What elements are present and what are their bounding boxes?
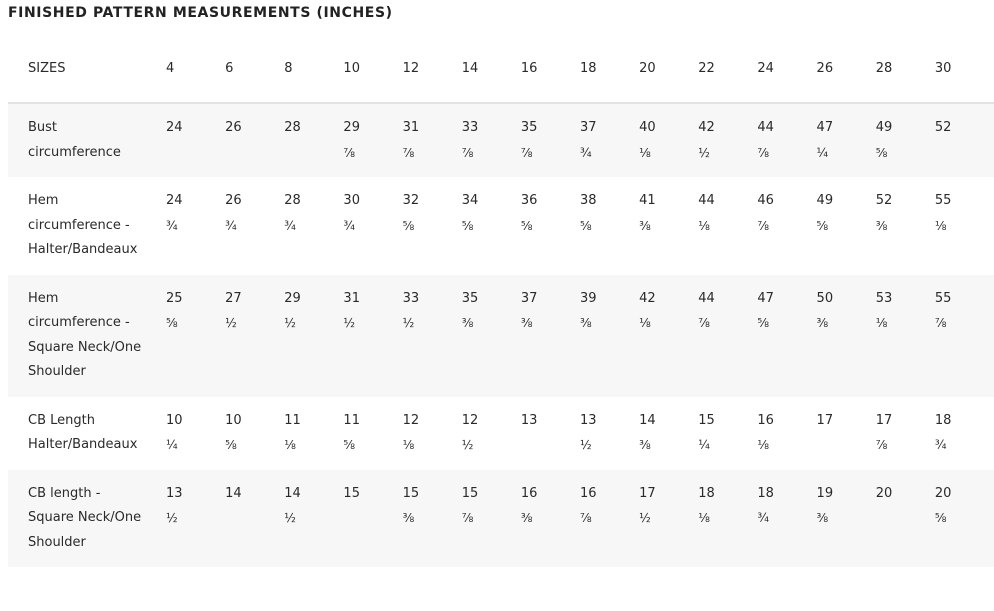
size-header: 14 <box>462 34 521 103</box>
measurement-whole: 25 <box>166 290 183 306</box>
measurement-whole: 37 <box>520 290 538 306</box>
measurement-cell <box>935 470 994 568</box>
measurement-whole: 15 <box>698 412 715 428</box>
measurement-fraction: ⅝ <box>166 316 178 330</box>
measurement-cell <box>757 103 816 177</box>
measurement-fraction: ⅞ <box>875 438 887 452</box>
measurement-fraction: ⅜ <box>639 438 651 452</box>
row-label: CB Length Halter/Bandeaux <box>8 397 166 470</box>
measurement-whole: 16 <box>579 485 597 501</box>
measurement-cell <box>521 103 580 177</box>
measurement-whole: 15 <box>343 485 360 501</box>
measurement-fraction: ⅞ <box>757 218 769 233</box>
measurement-fraction: ¼ <box>698 438 710 452</box>
measurement-whole: 44 <box>698 193 715 208</box>
measurement-whole: 33 <box>402 290 420 306</box>
measurement-fraction: ⅜ <box>402 511 414 525</box>
measurement-cell <box>462 397 521 470</box>
measurement-cell <box>580 177 639 275</box>
size-header: 18 <box>580 34 639 103</box>
measurement-whole: 30 <box>343 193 360 208</box>
measurement-fraction: ¾ <box>934 438 946 452</box>
measurement-cell <box>166 397 225 470</box>
measurement-fraction: ⅜ <box>816 316 828 330</box>
measurement-whole: 12 <box>402 412 420 428</box>
measurement-whole: 12 <box>461 412 479 428</box>
measurement-whole: 14 <box>225 485 242 501</box>
measurement-whole: 24 <box>166 120 183 135</box>
measurement-cell <box>403 470 462 568</box>
measurement-cell <box>225 177 284 275</box>
size-header: 16 <box>521 34 580 103</box>
measurement-whole: 44 <box>757 120 774 135</box>
table-row <box>8 470 994 568</box>
measurement-whole: 52 <box>875 193 893 208</box>
measurement-whole: 13 <box>166 485 183 501</box>
size-header: 6 <box>225 34 284 103</box>
measurement-fraction: ¾ <box>225 218 237 233</box>
measurement-whole: 40 <box>639 120 656 135</box>
measurement-fraction: ⅛ <box>284 438 296 452</box>
measurement-whole: 15 <box>402 485 420 501</box>
measurement-fraction: ⅛ <box>757 438 769 452</box>
measurement-whole: 24 <box>166 193 183 208</box>
measurement-fraction: ½ <box>639 511 651 525</box>
measurement-fraction: ½ <box>343 316 355 330</box>
measurement-cell <box>225 275 284 397</box>
measurement-cell <box>521 177 580 275</box>
measurement-whole: 42 <box>698 120 715 135</box>
measurement-cell <box>225 103 284 177</box>
measurement-whole: 32 <box>402 193 420 208</box>
measurement-whole: 42 <box>639 290 656 306</box>
measurement-whole: 44 <box>698 290 715 306</box>
measurement-whole: 18 <box>934 412 952 428</box>
measurement-cell <box>284 103 343 177</box>
measurement-cell <box>817 275 876 397</box>
measurement-cell <box>462 103 521 177</box>
measurement-fraction: ⅛ <box>698 218 710 233</box>
measurement-fraction: ⅜ <box>520 511 532 525</box>
measurement-whole: 49 <box>875 120 893 135</box>
measurement-cell <box>580 470 639 568</box>
measurement-whole: 11 <box>284 412 301 428</box>
measurement-cell <box>521 470 580 568</box>
measurement-cell <box>343 177 402 275</box>
measurement-whole: 10 <box>166 412 183 428</box>
measurement-whole: 18 <box>698 485 715 501</box>
measurement-cell <box>817 177 876 275</box>
measurement-fraction: ½ <box>698 145 710 160</box>
measurement-cell <box>935 177 994 275</box>
measurement-whole: 55 <box>934 193 952 208</box>
measurement-cell <box>284 177 343 275</box>
measurement-fraction: ⅞ <box>461 145 473 160</box>
measurement-fraction: ⅝ <box>343 438 355 452</box>
measurement-whole: 16 <box>520 485 538 501</box>
measurement-fraction: ⅛ <box>402 438 414 452</box>
measurement-fraction: ⅛ <box>698 511 710 525</box>
measurement-fraction: ½ <box>225 316 237 330</box>
measurement-cell <box>166 103 225 177</box>
measurement-fraction: ⅞ <box>579 511 592 525</box>
measurement-whole: 16 <box>757 412 774 428</box>
measurement-cell <box>284 397 343 470</box>
measurement-cell <box>757 397 816 470</box>
measurement-whole: 41 <box>639 193 656 208</box>
measurement-fraction: ⅝ <box>875 145 887 160</box>
table-row <box>8 397 994 470</box>
size-header: 4 <box>166 34 225 103</box>
measurement-cell <box>935 397 994 470</box>
measurement-cell <box>343 397 402 470</box>
measurement-fraction: ¾ <box>579 145 592 160</box>
measurement-fraction: ½ <box>461 438 473 452</box>
sizes-header: SIZES <box>8 34 166 103</box>
measurement-whole: 29 <box>343 120 360 135</box>
measurement-whole: 13 <box>579 412 597 428</box>
size-header: 26 <box>817 34 876 103</box>
measurement-cell <box>580 275 639 397</box>
measurement-cell <box>166 177 225 275</box>
measurement-whole: 20 <box>875 485 893 501</box>
measurement-cell <box>284 275 343 397</box>
measurement-whole: 47 <box>816 120 834 135</box>
measurement-cell <box>817 397 876 470</box>
measurement-fraction: ⅜ <box>639 218 651 233</box>
size-header: 8 <box>284 34 343 103</box>
measurement-cell <box>639 470 698 568</box>
size-header: 10 <box>343 34 402 103</box>
measurement-fraction: ¾ <box>166 218 178 233</box>
row-label: Bust circumference <box>8 103 166 177</box>
measurement-fraction: ⅞ <box>461 511 473 525</box>
row-label: Hem circumference - Square Neck/One Shoulder <box>8 275 166 397</box>
measurement-fraction: ⅞ <box>934 316 946 330</box>
size-header: 24 <box>757 34 816 103</box>
measurement-cell <box>876 397 935 470</box>
measurement-cell <box>698 103 757 177</box>
measurement-whole: 53 <box>875 290 893 306</box>
measurement-whole: 49 <box>816 193 834 208</box>
measurement-cell <box>698 397 757 470</box>
measurement-whole: 26 <box>225 120 242 135</box>
measurement-fraction: ⅝ <box>934 511 946 525</box>
measurement-cell <box>343 470 402 568</box>
measurement-whole: 19 <box>816 485 834 501</box>
measurement-cell <box>462 177 521 275</box>
measurement-fraction: ⅝ <box>757 316 769 330</box>
measurement-fraction: ⅜ <box>579 316 592 330</box>
measurement-fraction: ⅝ <box>579 218 592 233</box>
measurement-whole: 17 <box>875 412 893 428</box>
measurement-cell <box>343 103 402 177</box>
header-row <box>8 34 994 103</box>
measurement-whole: 33 <box>461 120 479 135</box>
measurement-cell <box>403 177 462 275</box>
measurement-whole: 14 <box>284 485 301 501</box>
measurement-fraction: ½ <box>579 438 592 452</box>
measurement-whole: 17 <box>816 412 834 428</box>
measurement-cell <box>817 470 876 568</box>
measurement-cell <box>225 397 284 470</box>
measurement-fraction: ⅝ <box>520 218 532 233</box>
measurement-cell <box>580 103 639 177</box>
measurement-fraction: ⅛ <box>639 316 651 330</box>
measurement-whole: 26 <box>225 193 242 208</box>
measurement-whole: 14 <box>639 412 656 428</box>
measurement-cell <box>639 275 698 397</box>
measurement-fraction: ¾ <box>284 218 296 233</box>
measurement-whole: 28 <box>284 193 301 208</box>
measurement-fraction: ¼ <box>816 145 828 160</box>
size-header: 12 <box>403 34 462 103</box>
measurement-cell <box>343 275 402 397</box>
measurement-fraction: ⅜ <box>520 316 532 330</box>
measurement-fraction: ½ <box>402 316 414 330</box>
measurement-whole: 37 <box>579 120 597 135</box>
measurement-whole: 47 <box>757 290 774 306</box>
measurement-fraction: ⅛ <box>934 218 946 233</box>
measurement-fraction: ⅞ <box>698 316 710 330</box>
measurement-whole: 18 <box>757 485 774 501</box>
measurement-fraction: ½ <box>284 316 296 330</box>
measurement-whole: 31 <box>343 290 360 306</box>
measurement-fraction: ⅞ <box>343 145 355 160</box>
measurement-fraction: ⅝ <box>402 218 414 233</box>
measurement-fraction: ¾ <box>343 218 355 233</box>
measurement-fraction: ½ <box>166 511 178 525</box>
measurement-whole: 17 <box>639 485 656 501</box>
measurement-cell <box>462 470 521 568</box>
measurement-cell <box>698 470 757 568</box>
measurement-cell <box>403 275 462 397</box>
measurement-whole: 13 <box>520 412 538 428</box>
measurement-cell <box>876 177 935 275</box>
measurement-whole: 38 <box>579 193 597 208</box>
measurement-whole: 15 <box>461 485 479 501</box>
measurement-cell <box>876 470 935 568</box>
measurement-cell <box>166 470 225 568</box>
measurement-cell <box>698 177 757 275</box>
measurement-cell <box>403 397 462 470</box>
measurement-fraction: ⅛ <box>639 145 651 160</box>
measurement-fraction: ⅜ <box>461 316 473 330</box>
measurement-cell <box>757 275 816 397</box>
measurement-fraction: ½ <box>284 511 296 525</box>
measurement-cell <box>521 397 580 470</box>
measurement-whole: 27 <box>225 290 242 306</box>
measurement-fraction: ⅝ <box>816 218 828 233</box>
measurement-fraction: ¾ <box>757 511 769 525</box>
measurement-whole: 36 <box>520 193 538 208</box>
measurement-fraction: ⅞ <box>402 145 414 160</box>
measurement-whole: 50 <box>816 290 834 306</box>
page-title: FINISHED PATTERN MEASUREMENTS (INCHES) <box>8 5 393 21</box>
measurement-fraction: ⅞ <box>520 145 532 160</box>
measurement-fraction: ⅜ <box>816 511 828 525</box>
measurement-cell <box>462 275 521 397</box>
measurement-fraction: ¼ <box>166 438 178 452</box>
measurement-whole: 34 <box>461 193 479 208</box>
measurement-cell <box>225 470 284 568</box>
measurement-cell <box>876 103 935 177</box>
measurement-whole: 46 <box>757 193 774 208</box>
table-row <box>8 275 994 397</box>
measurement-fraction: ⅝ <box>225 438 237 452</box>
table-row <box>8 177 994 275</box>
measurement-whole: 35 <box>520 120 538 135</box>
measurement-fraction: ⅞ <box>757 145 769 160</box>
measurement-cell <box>580 397 639 470</box>
size-header: 22 <box>698 34 757 103</box>
measurement-whole: 39 <box>579 290 597 306</box>
measurement-fraction: ⅝ <box>461 218 473 233</box>
measurement-cell <box>935 103 994 177</box>
measurements-table <box>8 34 994 567</box>
table-body <box>8 103 994 567</box>
measurement-cell <box>876 275 935 397</box>
measurement-whole: 20 <box>934 485 952 501</box>
measurement-whole: 29 <box>284 290 301 306</box>
measurement-cell <box>698 275 757 397</box>
measurement-cell <box>166 275 225 397</box>
measurement-whole: 28 <box>284 120 301 135</box>
measurement-cell <box>639 103 698 177</box>
row-label: CB length - Square Neck/One Shoulder <box>8 470 166 568</box>
measurement-whole: 10 <box>225 412 242 428</box>
measurement-cell <box>757 470 816 568</box>
size-header: 20 <box>639 34 698 103</box>
measurement-cell <box>935 275 994 397</box>
measurement-cell <box>757 177 816 275</box>
size-header: 30 <box>935 34 994 103</box>
measurement-cell <box>817 103 876 177</box>
measurement-whole: 31 <box>402 120 420 135</box>
measurement-cell <box>639 397 698 470</box>
measurement-cell <box>284 470 343 568</box>
table-row <box>8 103 994 177</box>
measurement-whole: 11 <box>343 412 360 428</box>
measurement-whole: 52 <box>934 120 952 135</box>
measurement-fraction: ⅜ <box>875 218 887 233</box>
measurement-cell <box>521 275 580 397</box>
measurement-cell <box>639 177 698 275</box>
measurement-cell <box>403 103 462 177</box>
measurement-whole: 35 <box>461 290 479 306</box>
size-header: 28 <box>876 34 935 103</box>
measurement-fraction: ⅛ <box>875 316 887 330</box>
row-label: Hem circumference - Halter/Bandeaux <box>8 177 166 275</box>
measurement-whole: 55 <box>934 290 952 306</box>
